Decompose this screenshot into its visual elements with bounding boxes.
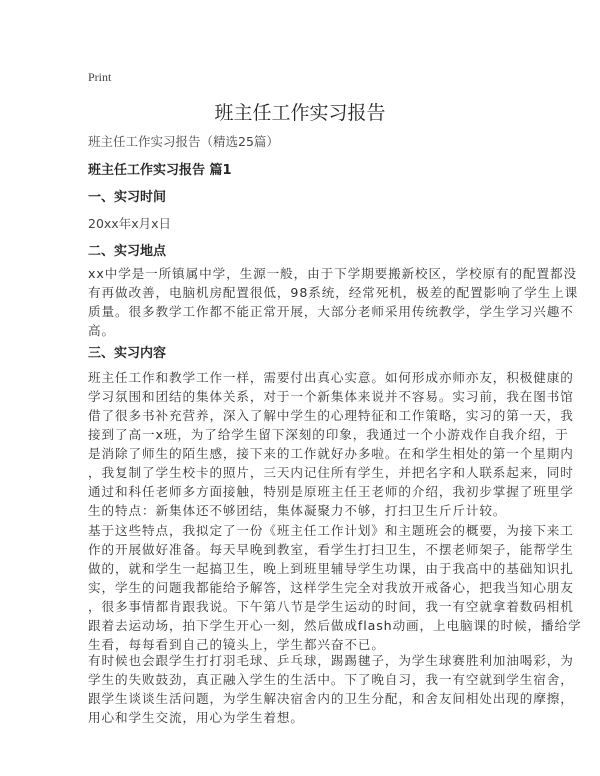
paragraph-line: 通过和科任老师多方面接触，特别是原班主任王老师的介绍，我初步掌握了班里学 <box>88 484 574 499</box>
paragraph-line: 基于这些特点，我拟定了一份《班主任工作计划》和主题班会的概要，为接下来工 <box>88 523 574 538</box>
paragraph-line: 班主任工作和教学工作一样，需要付出真心实意。如何形成亦师亦友，积极健康的 <box>88 370 574 385</box>
paragraph-line: 生的特点：新集体还不够团结，集体凝聚力不够，打扫卫生斤斤计较。 <box>88 503 507 518</box>
paragraph-line: ，很多事情都肯跟我说。下午第八节是学生运动的时间，我一有空就拿着数码相机 <box>88 599 574 614</box>
content-paragraph-1 <box>88 368 574 520</box>
paragraph-line: 学习氛围和团结的集体关系，对于一个新集体来说并不容易。实习前，我在图书馆 <box>88 389 574 404</box>
paragraph-line: 有时候也会跟学生打打羽毛球、乒乓球，踢踢毽子，为学生球赛胜利加油喝彩，为 <box>88 653 574 668</box>
paragraph-line: 跟学生谈谈生活问题，为学生解决宿舍内的卫生分配，和舍友间相处出现的摩擦， <box>88 691 574 706</box>
location-paragraph <box>88 264 578 340</box>
paragraph-line: 做的，就和学生一起搞卫生，晚上到班里辅导学生功课，由于我高中的基础知识扎 <box>88 561 574 576</box>
paragraph-line: 生看，每每看到自己的镜头上，学生都兴奋不已。 <box>88 637 385 652</box>
paragraph-line: 借了很多书补充营养，深入了解中学生的心理特征和工作策略，实习的第一天，我 <box>88 408 574 423</box>
paragraph-line: 学生的失败鼓劲，真正融入学生的生活中。下了晚自习，我一有空就到学生宿舍， <box>88 672 574 687</box>
section-heading-content: 三、实习内容 <box>88 346 167 361</box>
paragraph-line: xx中学是一所镇属中学，生源一般，由于下学期要搬新校区，学校原有的配置都没 <box>88 266 577 281</box>
paragraph-line: 实，学生的问题我都能给予解答，这样学生完全对我放开戒备心，把我当知心朋友 <box>88 580 574 595</box>
content-paragraph-3 <box>88 651 574 727</box>
paragraph-line: 作的开展做好准备。每天早晚到教室，看学生打扫卫生，不摆老师架子，能帮学生 <box>88 542 574 557</box>
article-heading: 班主任工作实习报告 篇1 <box>88 163 232 178</box>
document-subtitle: 班主任工作实习报告（精选25篇） <box>88 134 279 149</box>
document-title: 班主任工作实习报告 <box>214 102 386 124</box>
paragraph-line: 有再做改善，电脑机房配置很低，98系统，经常死机，极差的配置影响了学生上课 <box>88 285 579 300</box>
paragraph-line: 接到了高一x班，为了给学生留下深刻的印象，我通过一个小游戏作自我介绍，于 <box>88 427 569 442</box>
paragraph-line: 是消除了师生的陌生感，接下来的工作就好办多啦。在和学生相处的第一个星期内 <box>88 446 574 461</box>
paragraph-line: ，我复制了学生校卡的照片，三天内记住所有学生，并把名字和人联系起来，同时 <box>88 465 574 480</box>
section-heading-time: 一、实习时间 <box>88 190 167 205</box>
content-paragraph-2 <box>88 521 581 654</box>
internship-date: 20xx年x月x日 <box>88 216 171 231</box>
section-heading-location: 二、实习地点 <box>88 244 167 259</box>
paragraph-line: 跟着去运动场，拍下学生开心一刻，然后做成flash动画，上电脑课的时候，播给学 <box>88 618 582 633</box>
paragraph-line: 质量。很多教学工作都不能正常开展，大部分老师采用传统教学，学生学习兴趣不 <box>88 304 574 319</box>
print-label: Print <box>88 70 112 84</box>
paragraph-line: 用心和学生交流，用心为学生着想。 <box>88 710 304 725</box>
paragraph-line: 高。 <box>88 323 115 338</box>
